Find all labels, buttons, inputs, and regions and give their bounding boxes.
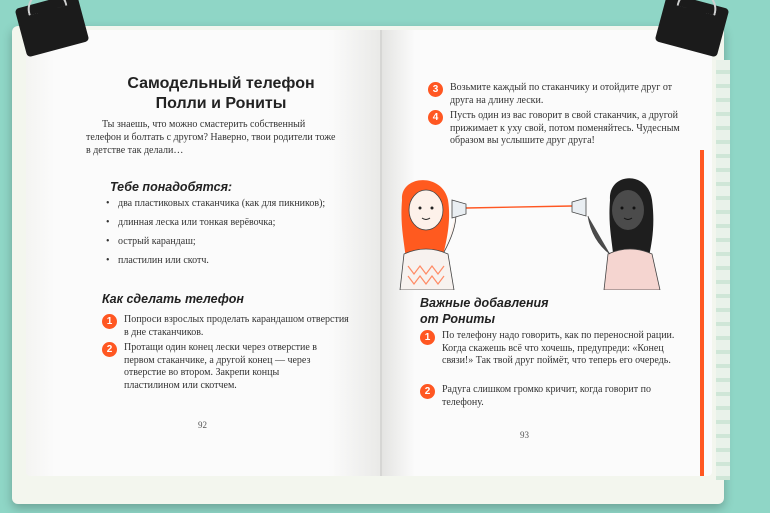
step-text: Возьмите каждый по стаканчику и отойдите друг от друга на длину лески.: [450, 82, 673, 106]
step-number-badge: 2: [102, 342, 117, 357]
step-text: Пусть один из вас говорит в свой стаканчик, а другой прижимает к уху свой, потом поменяйтесь. Чудесным образом вы услышите друг друга!: [450, 110, 680, 146]
step-text: Попроси взрослых проделать карандашом отверстия в дне стаканчиков.: [124, 314, 349, 338]
right-page: [382, 30, 712, 476]
page-title: [86, 74, 356, 114]
list-item: • пластилин или скотч.: [106, 255, 336, 267]
step-text: Протащи один конец лески через отверстие в первом стаканчике, а другой конец — через отверстие во втором. Закрепи концы пластилином или скотчем.: [124, 342, 318, 391]
girl-illustration-icon: [588, 178, 660, 290]
step-number-badge: 1: [102, 314, 117, 329]
left-page: [26, 30, 382, 476]
list-item: • два пластиковых стаканчика (как для пикников);: [106, 198, 336, 210]
step-1: [102, 314, 354, 339]
step-number-badge: 3: [428, 82, 443, 97]
page-number: 92: [198, 420, 207, 430]
needs-heading: Тебе понадобятся:: [110, 180, 233, 194]
string-line: [466, 206, 572, 208]
needs-list: [106, 198, 336, 274]
step-number-badge: 4: [428, 110, 443, 125]
book-page-edges: [716, 60, 730, 480]
step-number-badge: 2: [420, 384, 435, 399]
make-heading: Как сделать телефон: [102, 292, 244, 306]
girl-illustration-icon: [400, 180, 456, 290]
cup-phone-illustration: [382, 170, 712, 290]
list-item: • длинная леска или тонкая верёвочка;: [106, 217, 336, 229]
addition-text: По телефону надо говорить, как по переносной рации. Когда скажешь всё что хочешь, предупреди: «Конец связи!» Так твой друг поймёт, что теперь его очередь.: [442, 330, 675, 366]
title-line-2: Полли и Рониты: [155, 95, 287, 112]
step-2: [102, 342, 336, 392]
addition-2: [420, 384, 672, 409]
page-number: 93: [520, 430, 529, 440]
addition-text: Радуга слишком громко кричит, когда говорит по телефону.: [442, 384, 651, 408]
step-4: [428, 110, 680, 148]
addition-1: [420, 330, 682, 368]
step-3: [428, 82, 690, 107]
additions-heading-line-1: Важные добавления: [420, 296, 549, 310]
step-number-badge: 1: [420, 330, 435, 345]
list-item: • острый карандаш;: [106, 236, 336, 248]
additions-heading: [420, 295, 549, 327]
title-line-1: Самодельный телефон: [127, 75, 315, 92]
cup-phone-icon: [572, 198, 586, 216]
additions-heading-line-2: от Рониты: [420, 312, 496, 326]
intro-paragraph: Ты знаешь, что можно смастерить собственный телефон и болтать с другом? Наверно, твои родители тоже в детстве так делали…: [86, 119, 336, 156]
cup-phone-icon: [452, 200, 466, 218]
